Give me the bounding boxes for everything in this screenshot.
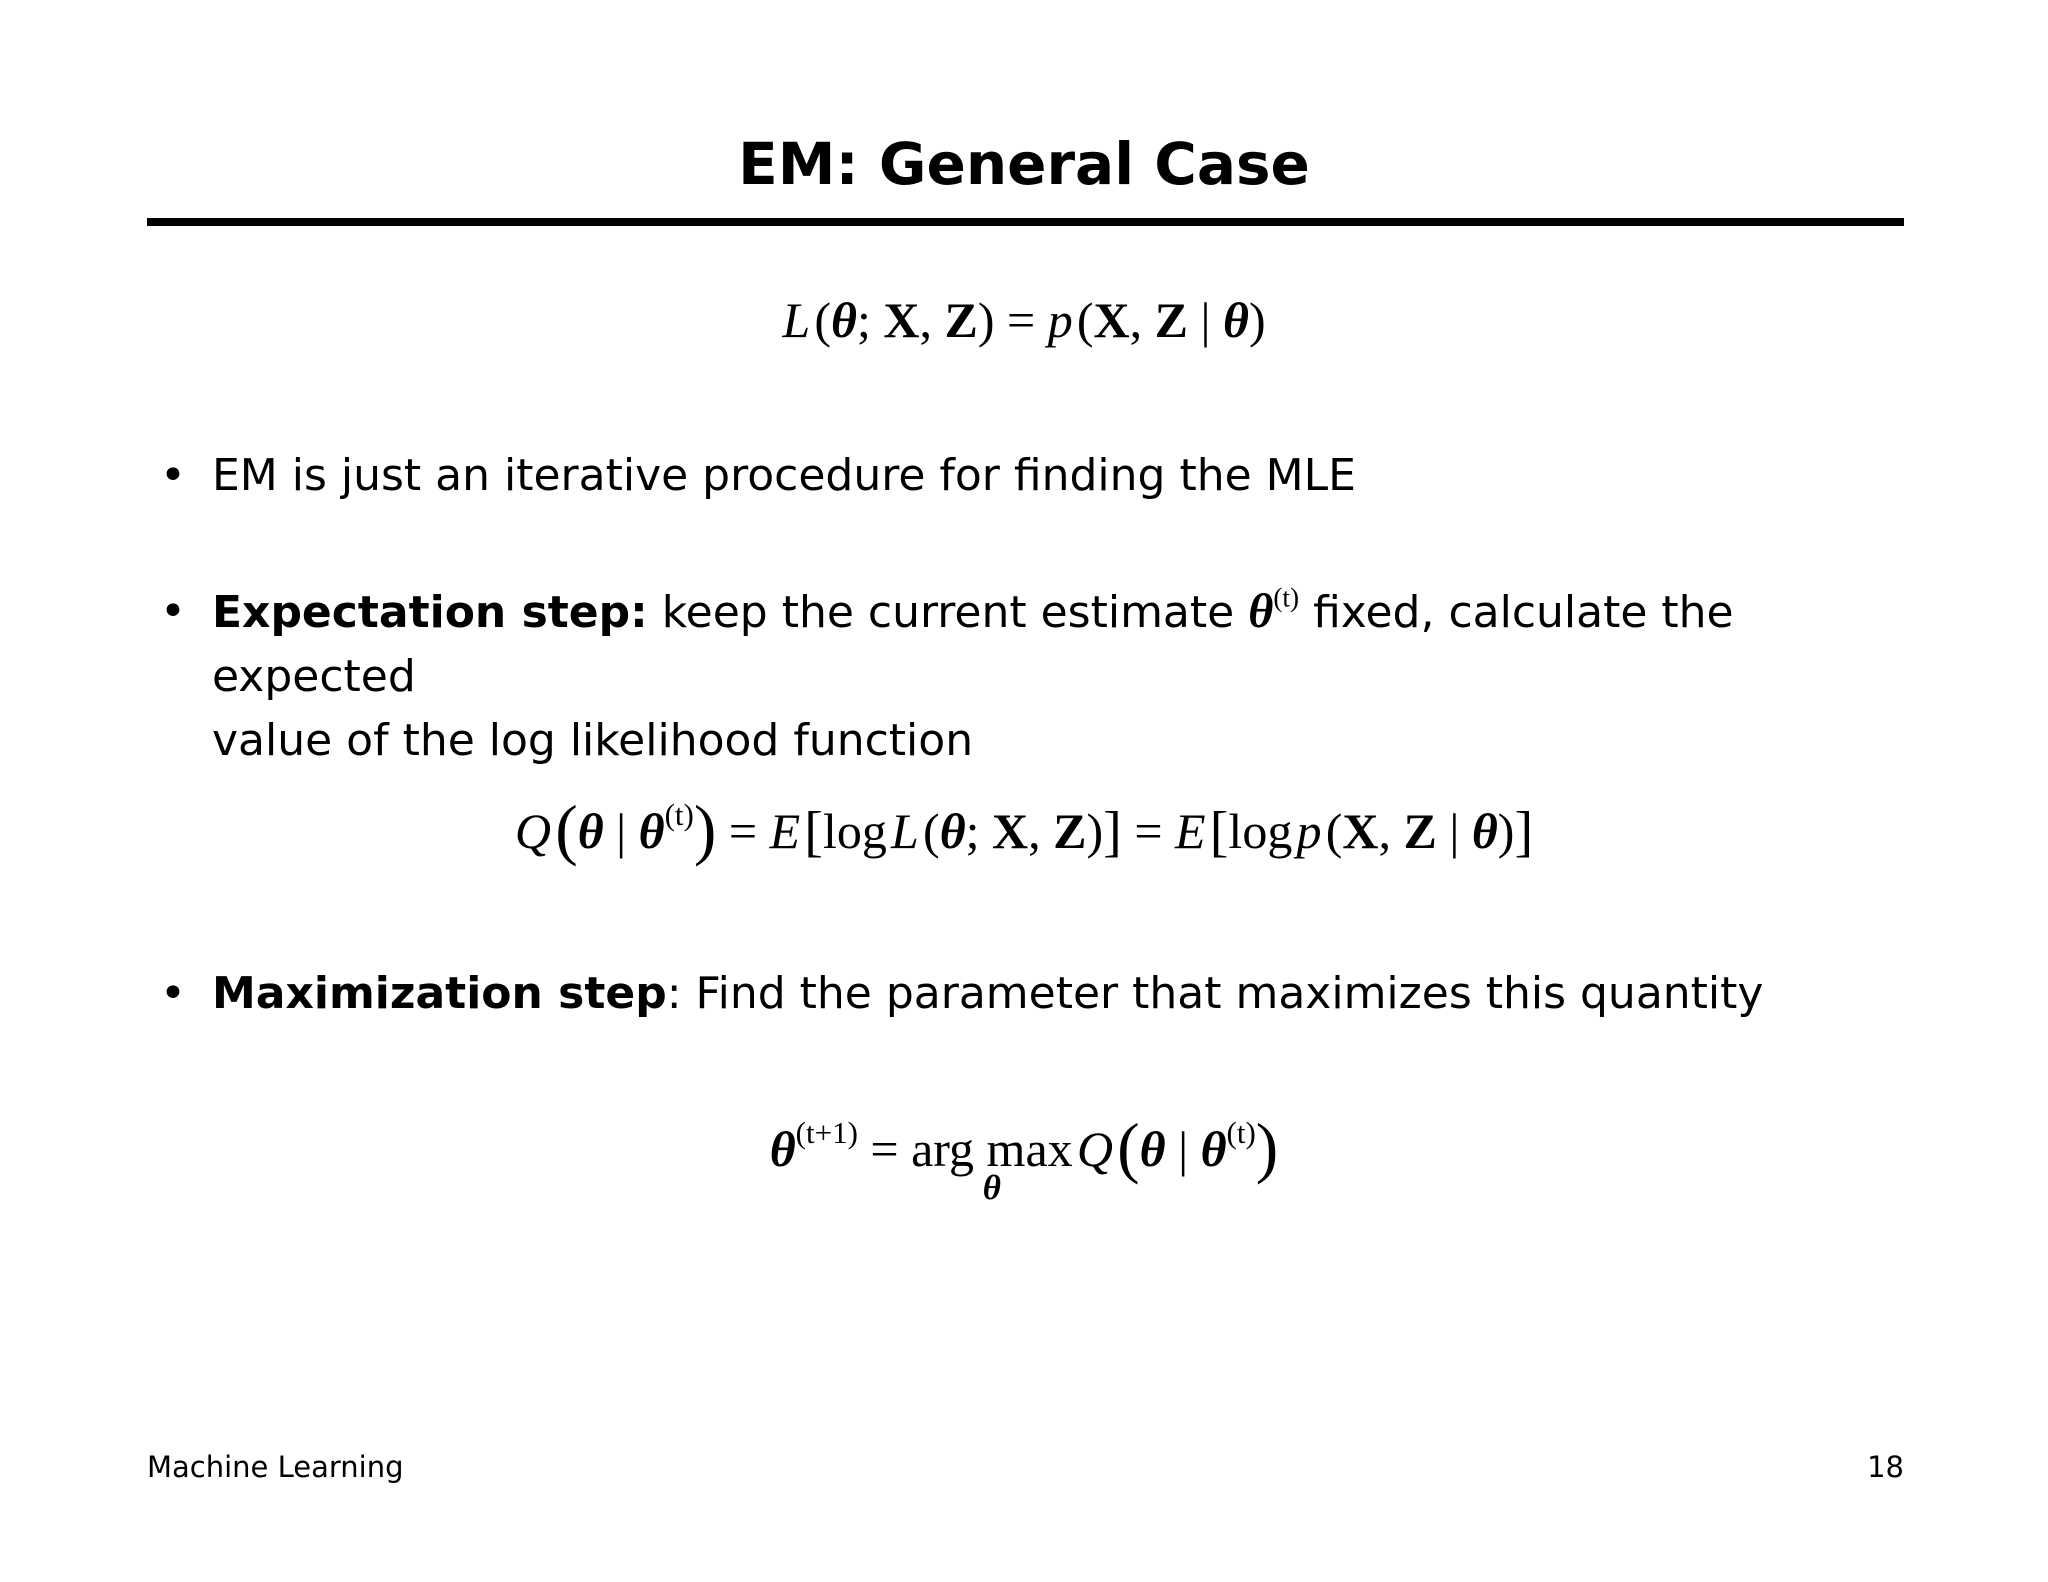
argmax-operator: arg max θ [911, 1121, 1073, 1207]
bullet-dot: • [160, 586, 186, 637]
q-function-equation: Q (θ | $\theta^{(t)}) = E$ [log L (θ; X, Z)] = E [log p (X, Z | θ)] [514, 792, 1534, 867]
bullet-bold-label: Expectation step: [212, 587, 648, 638]
bullet-bold-label: Maximization step [212, 968, 667, 1019]
likelihood-equation: L (θ; X, Z) = p (X, Z | θ) [782, 292, 1266, 348]
bullet-text: EM is just an iterative procedure for finding the MLE [212, 450, 1356, 501]
bullet-text: Maximization step: Find the parameter that maximizes this quantity [212, 968, 1764, 1019]
bullet-dot: • [160, 450, 186, 501]
update-equation: $\theta^{(t+1)}$ = arg max θ Q (θ | $\theta^{(t)}$) [769, 1110, 1279, 1207]
bullet-text: Expectation step: keep the current estimate $\theta^{(t)}$ fixed, calculate the expected value of the log likelihood function [212, 582, 1734, 766]
slide-title: EM: General Case [738, 130, 1310, 198]
page-number: 18 [1867, 1450, 1904, 1484]
theta-symbol: θ [1248, 585, 1274, 638]
footer-course-title: Machine Learning [147, 1450, 404, 1484]
bullet-dot: • [160, 968, 186, 1019]
title-rule [147, 218, 1904, 226]
